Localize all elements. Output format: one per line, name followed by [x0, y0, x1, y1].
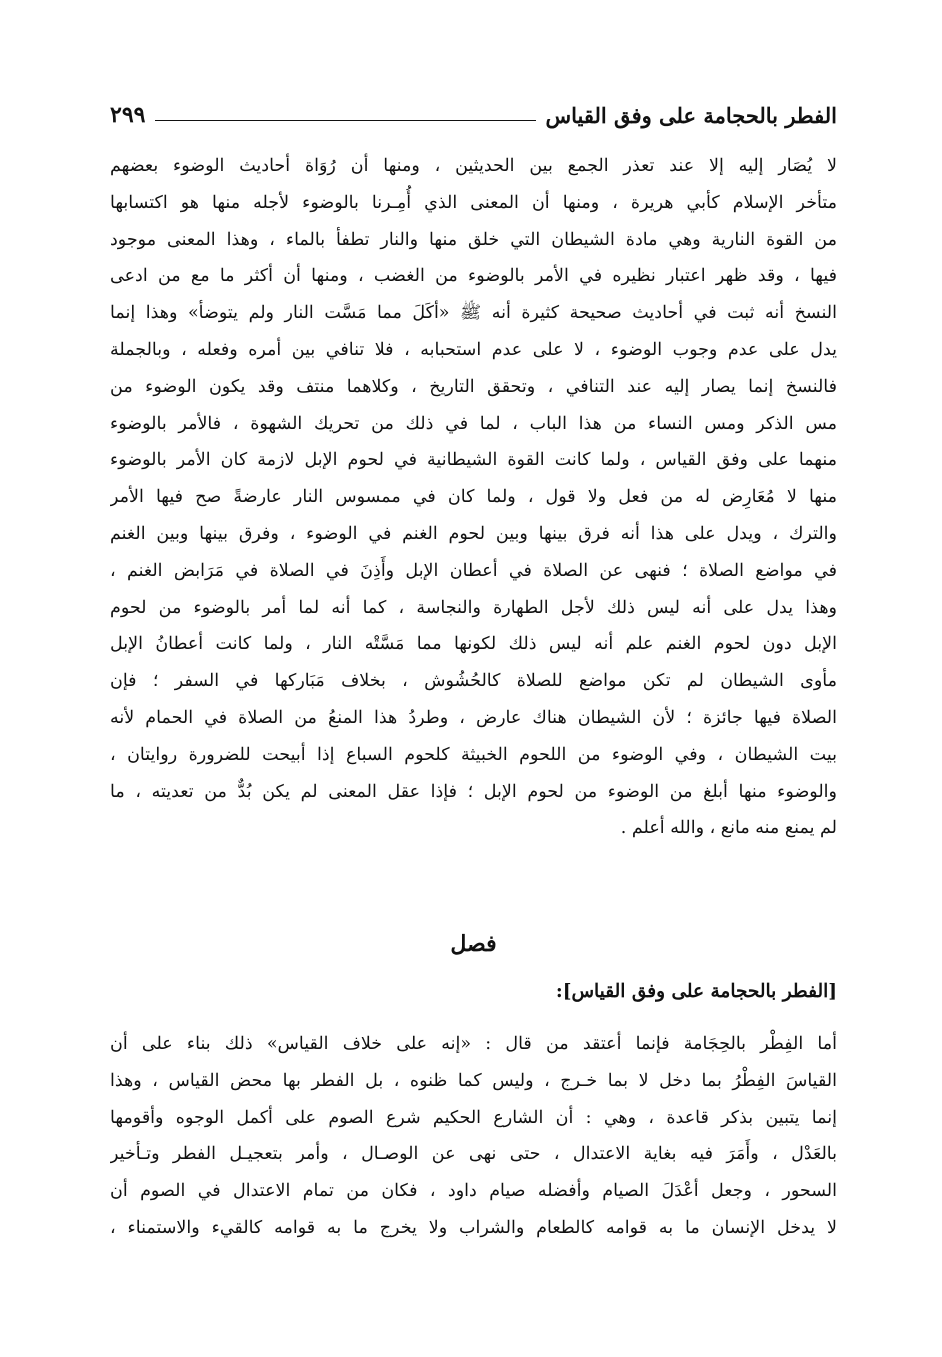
text-line: أما الفِطْر بالحِجَامة فإنما أعتقد من قال : «إنه على خلاف القياس» ذلك بناء على أن [110, 1034, 837, 1054]
subsection-title: [الفطر بالحجامة على وفق القياس]: [555, 981, 837, 1002]
text-line: في مواضع الصلاة ؛ فنهى عن الصلاة في أعطان الإبل وأَذِنَ في الصلاة في مَرَابض الغنم ، [110, 560, 837, 581]
text-line: إنما يتبين بذكر قاعدة ، وهي : أن الشارع الحكيم شرع الصوم على أكمل الوجوه وأقومها [110, 1107, 837, 1128]
text-line: من القوة النارية وهي مادة الشيطان التي خلق منها والنار تطفأ بالماء ، وهذا المعنى موجود [110, 229, 837, 250]
paragraph-section [110, 1026, 837, 1247]
text-line: الصلاة فيها جائزة ؛ لأن الشيطان هناك عارض ، وطردُ هذا المنعُ من الصلاة في الحمام لأنه [110, 707, 837, 728]
text-line: لا يدخل الإنسان ما به قوامه كالطعام والشراب ولا يخرج ما به قوامه كالقيء والاستمناء ، [110, 1217, 837, 1238]
text-line: بيت الشيطان ، وفي الوضوء من اللحوم الخبيثة كلحوم السباع إذا أبيحت للضرورة روايتان ، [110, 744, 837, 765]
text-line: منهما على وفق القياس ، ولما كانت القوة الشيطانية في لحوم الإبل لازمة كان الأمر بالوضوء [110, 450, 837, 471]
text-line: بالعَدْل ، وأَمَرَ فيه بغاية الاعتدال ، حتى نهى عن الوصـال ، وأمر بتعجيـل الفطر وتـأخير [110, 1144, 837, 1165]
text-line: مأوى الشيطان لم تكن مواضع للصلاة كالحُشُوش ، بخلاف مَبَاركها في السفر ؛ فإن [110, 671, 837, 692]
text-line: يدل على عدم وجوب الوضوء ، لا على عدم استحبابه ، فلا تنافي بين أمره وفعله ، وبالجملة [110, 339, 837, 360]
page-number: ٢٩٩ [110, 102, 146, 128]
text-line: الإبل دون لحوم الغنم علم أنه ليس ذلك لكونها مما مَسَّتْه النار ، ولما كانت أعطانُ الإبل [110, 634, 837, 655]
text-line: مس الذكر ومس النساء من هذا الباب ، لما في ذلك من تحريك الشهوة ، فالأمر بالوضوء [110, 413, 837, 434]
text-line: والوضوء منها أبلغ من الوضوء من لحوم الإبل ؛ فإذا عقل المعنى لم يكن بُدٌّ من تعديته ، ما [110, 781, 837, 802]
text-line: منها لا مُعَارِض له من فعل ولا قول ، ولما كان في ممسوس النار عارضةً صح فيها الأمر [110, 487, 837, 508]
text-line: فيها ، وقد ظهر اعتبار نظيره في الأمر بالوضوء من الغضب ، ومنها أن أكثر ما مع من ادعى [110, 266, 837, 287]
text-line: فالنسخ إنما يصار إليه عند التنافي ، وتحقق التاريخ ، وكلاهما منتف وقد يكون الوضوء من [110, 376, 837, 397]
text-line: لا يُصَار إليه إلا عند تعذر الجمع بين الحديثين ، ومنها أن رُوَاة أحاديث الوضوء بعضهم [110, 156, 837, 176]
text-line: النسخ أنه ثبت في أحاديث صحيحة كثيرة أنه ﷺ «أكَلَ مما مَسَّت النار ولم يتوضأ» وهذا إنما [110, 303, 837, 324]
text-line: لم يمنع منه مانع ، والله أعلم . [620, 818, 837, 839]
text-line: وهذا يدل على أنه ليس ذلك لأجل الطهارة والنجاسة ، كما أنه لما أمر بالوضوء من لحوم [110, 597, 837, 618]
running-title: الفطر بالحجامة على وفق القياس [545, 103, 837, 128]
text-line: والترك ، ويدل على هذا أنه فرق بينها وبين لحوم الغنم في الوضوء ، وفرق بينها وبين الغنم [110, 523, 837, 544]
paragraph-continuation [110, 148, 837, 847]
text-line: متأخر الإسلام كأبي هريرة ، ومنها أن المعنى الذي أُمِـرنا بالوضوء لأجله منها هو اكتسابها [110, 192, 837, 213]
section-title: فصل [450, 931, 497, 957]
text-line: القياسَ الفِطْرُ بما دخل لا بما خـرج ، وليس كما ظنوه ، بل الفطر بها محض القياس ، وهذا [110, 1070, 837, 1091]
page-header [110, 92, 837, 126]
text-line: السحور ، وجعل أعْدَلَ الصيام وأفضله صيام داود ، فكان من تمام الاعتدال في الصوم أن [110, 1181, 837, 1202]
header-rule [155, 120, 535, 121]
